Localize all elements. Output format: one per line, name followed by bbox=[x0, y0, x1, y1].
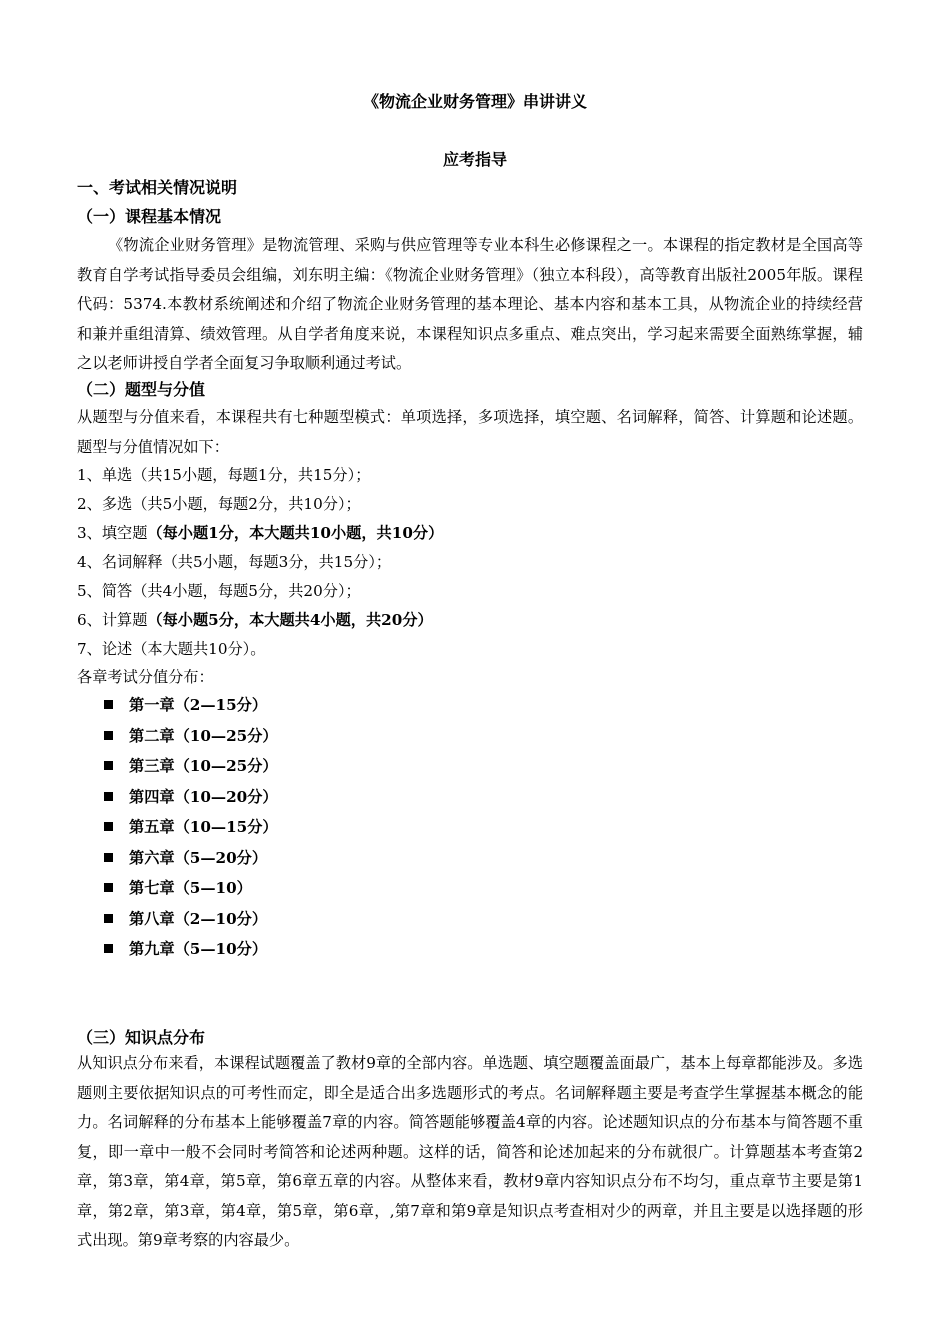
chapter-score-text: 第八章（2—10分） bbox=[129, 910, 268, 928]
question-type-bold-text: （每小题5分，本大题共4小题，共20分） bbox=[147, 611, 433, 629]
question-type-item bbox=[77, 552, 391, 572]
question-type-item bbox=[77, 581, 361, 601]
square-bullet-icon bbox=[104, 822, 113, 831]
paragraph-course-info: 《物流企业财务管理》是物流管理、采购与供应管理等专业本科生必修课程之一。本课程的指定教材是全国高等教育自学考试指导委员会组编，刘东明主编：《物流企业财务管理》（独立本科段），高等教育出版社2005年版。课程代码：5374.本教材系统阐述和介绍了物流企业财务管理的基本理论、基本内容和基本工具，从物流企业的持续经营和兼并重组清算、绩效管理。从自学者角度来说，本课程知识点多重点、难点突出，学习起来需要全面熟练掌握，辅之以老师讲授自学者全面复习争取顺利通过考试。 bbox=[77, 236, 863, 372]
question-type-text: 6、计算题 bbox=[77, 611, 148, 629]
question-type-text: 3、填空题 bbox=[77, 524, 148, 542]
question-type-text: 2、多选（共5小题，每题2分，共10分）； bbox=[77, 495, 361, 513]
chapter-score-item bbox=[104, 756, 278, 776]
square-bullet-icon bbox=[104, 914, 113, 923]
chapter-score-text: 第五章（10—15分） bbox=[129, 818, 278, 836]
question-type-text: 5、简答（共4小题，每题5分，共20分）； bbox=[77, 582, 361, 600]
chapter-score-item bbox=[104, 695, 267, 715]
square-bullet-icon bbox=[104, 731, 113, 740]
document-subtitle: 应考指导 bbox=[442, 150, 507, 169]
subsection-heading-course-info: （一）课程基本情况 bbox=[77, 207, 222, 226]
square-bullet-icon bbox=[104, 883, 113, 892]
document-title: 《物流企业财务管理》串讲讲义 bbox=[362, 92, 587, 111]
section-heading-exam-info: 一、考试相关情况说明 bbox=[77, 178, 238, 197]
chapter-score-text: 第一章（2—15分） bbox=[129, 696, 268, 714]
chapter-score-item bbox=[104, 878, 252, 898]
chapter-score-text: 第六章（5—20分） bbox=[129, 849, 268, 867]
question-type-text: 1、单选（共15小题，每题1分，共15分）； bbox=[77, 466, 371, 484]
chapter-score-text: 第三章（10—25分） bbox=[129, 757, 278, 775]
subsection-heading-question-types: （二）题型与分值 bbox=[77, 380, 206, 399]
question-type-item bbox=[77, 523, 443, 543]
chapter-score-text: 第七章（5—10） bbox=[129, 879, 252, 897]
question-type-item bbox=[77, 465, 370, 485]
question-type-bold-text: （每小题1分，本大题共10小题，共10分） bbox=[147, 524, 444, 542]
square-bullet-icon bbox=[104, 853, 113, 862]
question-type-text: 4、名词解释（共5小题，每题3分，共15分）； bbox=[77, 553, 392, 571]
chapter-score-item bbox=[104, 939, 267, 959]
question-type-item bbox=[77, 610, 433, 630]
paragraph-question-types: 从题型与分值来看，本课程共有七种题型模式：单项选择，多项选择，填空题、名词解释，简答、计算题和论述题。题型与分值情况如下： bbox=[77, 408, 863, 456]
chapter-score-text: 第二章（10—25分） bbox=[129, 727, 278, 745]
square-bullet-icon bbox=[104, 792, 113, 801]
chapter-score-text: 第四章（10—20分） bbox=[129, 788, 278, 806]
chapter-score-item bbox=[104, 787, 278, 807]
chapter-score-item bbox=[104, 909, 267, 929]
chapter-score-item bbox=[104, 726, 278, 746]
square-bullet-icon bbox=[104, 700, 113, 709]
chapter-score-item bbox=[104, 848, 267, 868]
square-bullet-icon bbox=[104, 761, 113, 770]
square-bullet-icon bbox=[104, 944, 113, 953]
question-type-text: 7、论述（本大题共10分）。 bbox=[77, 640, 266, 658]
paragraph-knowledge-points: 从知识点分布来看，本课程试题覆盖了教材9章的全部内容。单选题、填空题覆盖面最广，基本上每章都能涉及。多选题则主要依据知识点的可考性而定，即全是适合出多选题形式的考点。名词解释题主要是考查学生掌握基本概念的能力。名词解释的分布基本上能够覆盖7章的内容。简答题能够覆盖4章的内容。论述题知识点的分布基本与简答题不重复，即一章中一般不会同时考简答和论述两种题。这样的话，简答和论述加起来的分布就很广。计算题基本考查第2章，第3章，第4章，第5章，第6章五章的内容。从整体来看，教材9章内容知识点分布不均匀，重点章节主要是第1章，第2章，第3章，第4章，第5章，第6章，,第7章和第9章是知识点考查相对少的两章，并且主要是以选择题的形式出现。第9章考察的内容最少。 bbox=[77, 1054, 863, 1249]
chapter-score-intro: 各章考试分值分布： bbox=[77, 668, 214, 686]
question-type-item bbox=[77, 494, 361, 514]
question-type-item bbox=[77, 639, 265, 659]
chapter-score-text: 第九章（5—10分） bbox=[129, 940, 268, 958]
chapter-score-item bbox=[104, 817, 278, 837]
subsection-heading-knowledge-points: （三）知识点分布 bbox=[77, 1028, 206, 1047]
